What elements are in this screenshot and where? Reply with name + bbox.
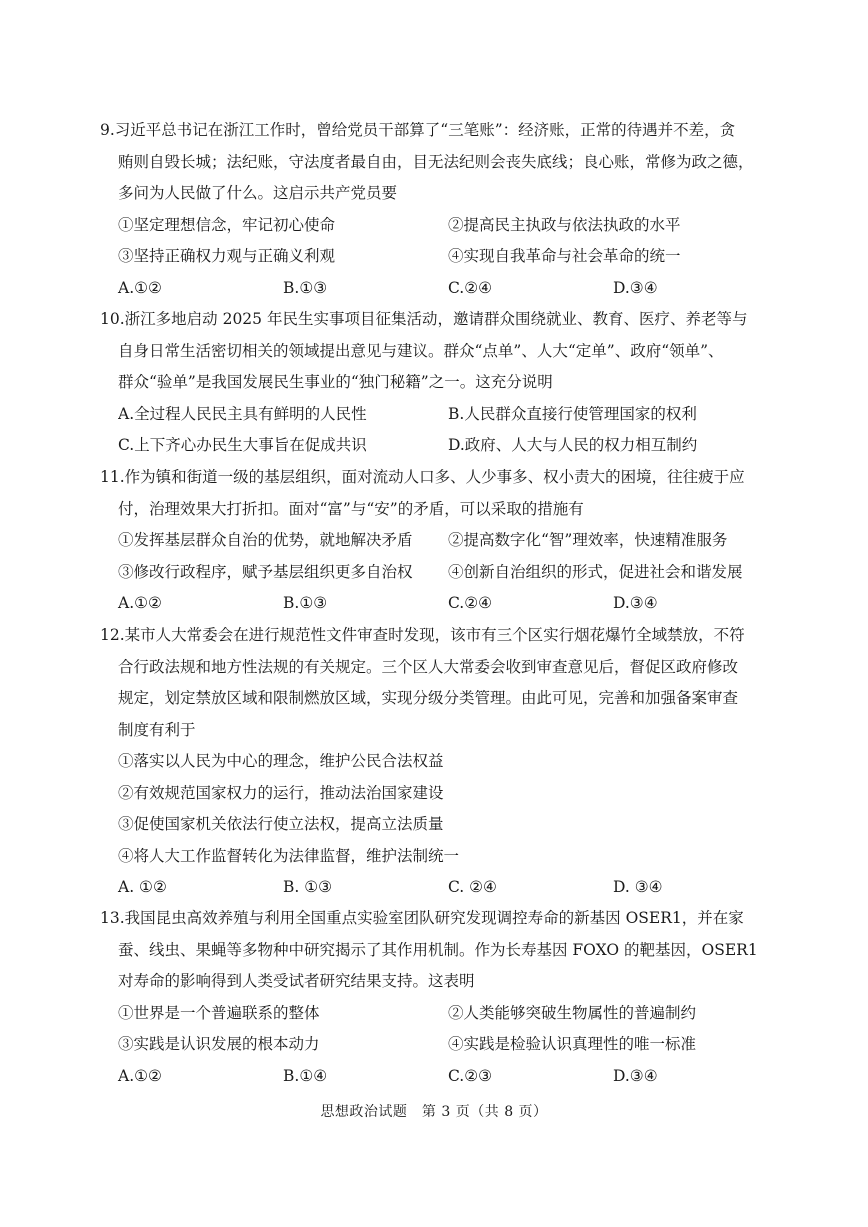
statement-item: ①落实以人民为中心的理念，维护公民合法权益 (118, 752, 444, 770)
question-stem-line: 群众“验单”是我国发展民生事业的“独门秘籍”之一。这充分说明 (118, 373, 553, 391)
answer-choices-row (100, 1061, 778, 1093)
answer-choice: B. ①③ (283, 878, 333, 896)
statement-row (100, 557, 778, 589)
page-footer: 思想政治试题 第 3 页（共 8 页） (320, 1104, 548, 1120)
question-stem-line: 对寿命的影响得到人类受试者研究结果支持。这表明 (118, 972, 475, 990)
answer-choice: C.②④ (448, 594, 493, 612)
statement-item: ③促使国家机关依法行使立法权，提高立法质量 (118, 815, 444, 833)
answer-choices-row (100, 273, 778, 305)
answer-choice: A.①② (118, 278, 162, 297)
answer-choices-row (100, 588, 778, 620)
answer-choice: A.全过程人民民主具有鲜明的人民性 (118, 404, 367, 423)
answer-choice: A.①② (118, 594, 162, 612)
answer-choice: C.②③ (448, 1066, 493, 1085)
answer-choices-row (100, 430, 778, 462)
statement-item: ①发挥基层群众自治的优势，就地解决矛盾 (118, 531, 413, 549)
question-stem-line: 12.某市人大常委会在进行规范性文件审查时发现，该市有三个区实行烟花爆竹全域禁放，不符 (100, 626, 745, 644)
statement-item: ④将人大工作监督转化为法律监督，维护法制统一 (118, 846, 460, 865)
statement-row (100, 210, 778, 242)
answer-choice: D.③④ (613, 278, 658, 297)
question-stem-line: 多问为人民做了什么。这启示共产党员要 (118, 184, 398, 202)
statement-item: ①坚定理想信念，牢记初心使命 (118, 215, 336, 234)
question-stem-line: 贿则自毁长城；法纪账，守法度者最自由，目无法纪则会丧失底线；良心账，常修为政之德， (118, 152, 754, 171)
answer-choice: B.①③ (283, 594, 328, 612)
statement-item: ③坚持正确权力观与正确义利观 (118, 247, 336, 265)
question-12 (100, 620, 778, 904)
answer-choice: D.③④ (613, 594, 658, 612)
answer-choice: D. ③④ (613, 878, 663, 896)
answer-choice: D.③④ (613, 1066, 658, 1085)
question-stem-line: 合行政法规和地方性法规的有关规定。三个区人大常委会收到审查意见后，督促区政府修改 (118, 657, 739, 676)
question-stem-line: 蚕、线虫、果蝇等多物种中研究揭示了其作用机制。作为长寿基因 FOXO 的靶基因，OSER1 (118, 940, 758, 959)
answer-choices-row (100, 872, 778, 904)
question-stem-line: 自身日常生活密切相关的领域提出意见与建议。群众“点单”、人大“定单”、政府“领单”、 (118, 341, 724, 360)
question-9 (100, 115, 778, 304)
statement-row (100, 998, 778, 1030)
statement-item: ③修改行政程序，赋予基层组织更多自治权 (118, 562, 413, 581)
statement-item: ②提高民主执政与依法执政的水平 (448, 215, 681, 234)
statement-row (100, 525, 778, 557)
statement-item: ②有效规范国家权力的运行，推动法治国家建设 (118, 783, 444, 802)
answer-choice: A.①② (118, 1066, 162, 1085)
statement-item: ④创新自治组织的形式，促进社会和谐发展 (448, 562, 743, 581)
question-stem-line: 13.我国昆虫高效养殖与利用全国重点实验室团队研究发现调控寿命的新基因 OSER1，并在家 (100, 909, 744, 927)
statement-row (100, 241, 778, 273)
statement-item: ③实践是认识发展的根本动力 (118, 1035, 320, 1053)
question-13 (100, 903, 778, 1092)
statement-item: ①世界是一个普遍联系的整体 (118, 1003, 320, 1022)
statement-item: ②提高数字化“智”理效率，快速精准服务 (448, 531, 728, 549)
statement-item: ④实现自我革命与社会革命的统一 (448, 247, 681, 265)
question-10 (100, 304, 778, 462)
answer-choice: D.政府、人大与人民的权力相互制约 (448, 436, 698, 454)
answer-choice: B.①③ (283, 278, 328, 297)
question-stem-line: 11.作为镇和街道一级的基层组织，面对流动人口多、人少事多、权小责大的困境，往往疲于应 (100, 468, 745, 486)
statement-row (100, 1029, 778, 1061)
answer-choice: A. ①② (118, 878, 167, 896)
statement-item: ②人类能够突破生物属性的普遍制约 (448, 1003, 697, 1022)
question-stem-line: 10.浙江多地启动 2025 年民生实事项目征集活动，邀请群众围绕就业、教育、医疗、养老等与 (100, 310, 748, 328)
answer-choice: B.人民群众直接行使管理国家的权利 (448, 404, 697, 423)
answer-choice: C.②④ (448, 278, 493, 297)
answer-choices-row (100, 399, 778, 431)
question-stem-line: 规定，划定禁放区域和限制燃放区域，实现分级分类管理。由此可见，完善和加强备案审查 (118, 689, 739, 707)
question-11 (100, 462, 778, 620)
statement-item: ④实践是检验认识真理性的唯一标准 (448, 1035, 697, 1053)
answer-choice: B.①④ (283, 1066, 328, 1085)
question-stem-line: 付，治理效果大打折扣。面对“富”与“安”的矛盾，可以采取的措施有 (118, 499, 584, 518)
question-stem-line: 制度有利于 (118, 720, 196, 739)
answer-choice: C.上下齐心办民生大事旨在促成共识 (118, 436, 367, 454)
answer-choice: C. ②④ (448, 878, 497, 896)
question-stem-line: 9.习近平总书记在浙江工作时，曾给党员干部算了“三笔账”：经济账，正常的待遇并不差，贪 (100, 121, 736, 139)
